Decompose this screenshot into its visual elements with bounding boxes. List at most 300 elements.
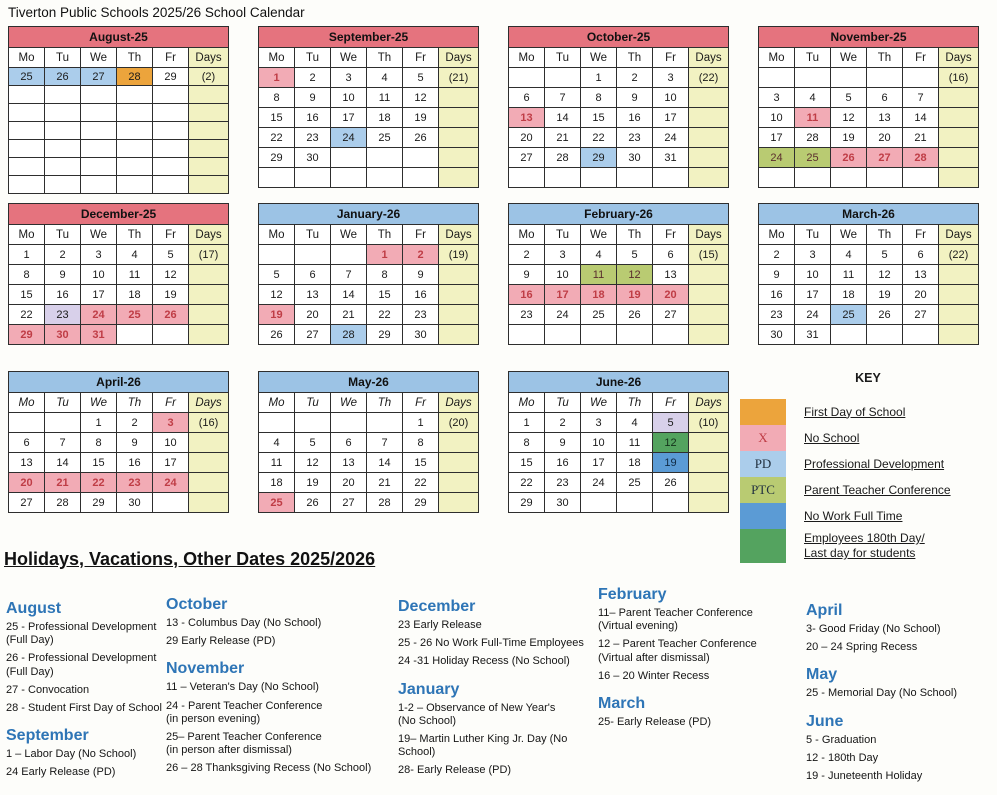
month-calendar-december-25 <box>8 203 229 345</box>
day-cell: 11 <box>617 433 653 453</box>
day-cell <box>759 68 795 88</box>
day-cell: 26 <box>295 493 331 513</box>
holiday-item: 28 - Student First Day of School <box>6 701 162 714</box>
days-count-cell: (21) <box>439 68 479 88</box>
holiday-month-heading: June <box>806 712 844 730</box>
day-cell <box>617 325 653 345</box>
day-cell <box>795 168 831 188</box>
day-cell: 24 <box>653 128 689 148</box>
holiday-column <box>166 596 394 788</box>
day-cell <box>9 86 45 104</box>
day-cell: 9 <box>617 88 653 108</box>
day-cell: 21 <box>903 128 939 148</box>
month-header: November-25 <box>759 27 979 48</box>
key-entry <box>740 529 996 563</box>
day-cell: 30 <box>759 325 795 345</box>
days-count-cell: (16) <box>189 413 229 433</box>
weekday-header: Mo <box>259 393 295 413</box>
holiday-section-november <box>166 660 394 775</box>
day-cell: 29 <box>153 68 189 86</box>
weekday-header: Mo <box>509 393 545 413</box>
days-column-cell <box>689 473 729 493</box>
days-column-cell <box>939 128 979 148</box>
month-table <box>258 26 479 188</box>
month-table <box>508 26 729 188</box>
holiday-section-february <box>598 586 798 683</box>
weekday-header: Mo <box>509 225 545 245</box>
days-column-cell <box>439 493 479 513</box>
day-cell: 9 <box>117 433 153 453</box>
day-cell: 16 <box>117 453 153 473</box>
day-cell: 12 <box>617 265 653 285</box>
day-cell: 25 <box>367 128 403 148</box>
holiday-month-heading: October <box>166 596 228 613</box>
days-column-cell <box>189 86 229 104</box>
days-column-header: Days <box>189 393 229 413</box>
weekday-header: Mo <box>9 393 45 413</box>
day-cell <box>117 122 153 140</box>
holiday-section-march <box>598 695 798 729</box>
day-cell: 19 <box>867 285 903 305</box>
holiday-item: 3- Good Friday (No School) <box>806 623 941 635</box>
days-count-cell: (15) <box>689 245 729 265</box>
holiday-column <box>806 602 994 795</box>
days-column-cell <box>689 108 729 128</box>
days-column-header: Days <box>189 48 229 68</box>
holiday-month-heading: May <box>806 666 838 684</box>
weekday-header: Fr <box>403 393 439 413</box>
day-cell: 6 <box>331 433 367 453</box>
weekday-header: Fr <box>653 225 689 245</box>
day-cell: 19 <box>295 473 331 493</box>
day-cell: 4 <box>581 245 617 265</box>
key-entry <box>740 451 996 477</box>
day-cell: 13 <box>653 265 689 285</box>
day-cell: 6 <box>867 88 903 108</box>
days-column-header: Days <box>939 225 979 245</box>
day-cell: 20 <box>867 128 903 148</box>
day-cell: 19 <box>259 305 295 325</box>
day-cell: 16 <box>759 285 795 305</box>
day-cell <box>45 122 81 140</box>
days-column-cell <box>939 305 979 325</box>
day-cell: 17 <box>545 285 581 305</box>
weekday-header: Th <box>617 393 653 413</box>
weekday-header: Tu <box>545 48 581 68</box>
days-column-cell <box>189 433 229 453</box>
days-column-header: Days <box>439 48 479 68</box>
day-cell <box>867 68 903 88</box>
day-cell: 13 <box>9 453 45 473</box>
weekday-header: Fr <box>653 48 689 68</box>
day-cell: 22 <box>367 305 403 325</box>
day-cell: 21 <box>45 473 81 493</box>
days-column-cell <box>439 108 479 128</box>
day-cell: 28 <box>795 128 831 148</box>
day-cell <box>153 493 189 513</box>
day-cell: 26 <box>259 325 295 345</box>
holiday-item: 26 - Professional Development (Full Day) <box>6 652 157 678</box>
day-cell: 26 <box>867 305 903 325</box>
weekday-header: Th <box>367 48 403 68</box>
day-cell: 29 <box>259 148 295 168</box>
days-column-header: Days <box>689 225 729 245</box>
day-cell: 18 <box>117 285 153 305</box>
weekday-header: Tu <box>45 393 81 413</box>
day-cell: 25 <box>581 305 617 325</box>
day-cell <box>117 176 153 194</box>
day-cell: 27 <box>81 68 117 86</box>
day-cell: 21 <box>545 128 581 148</box>
day-cell <box>45 413 81 433</box>
day-cell: 6 <box>653 245 689 265</box>
day-cell: 30 <box>45 325 81 345</box>
day-cell <box>117 325 153 345</box>
holiday-item: 20 – 24 Spring Recess <box>806 641 918 654</box>
day-cell: 22 <box>581 128 617 148</box>
day-cell: 22 <box>259 128 295 148</box>
day-cell: 16 <box>545 453 581 473</box>
day-cell: 17 <box>81 285 117 305</box>
holiday-item: 25– Parent Teacher Conference (in person after dismissal) <box>166 730 322 757</box>
day-cell: 14 <box>545 108 581 128</box>
day-cell: 5 <box>653 413 689 433</box>
day-cell: 17 <box>759 128 795 148</box>
day-cell: 11 <box>795 108 831 128</box>
day-cell <box>153 122 189 140</box>
day-cell: 24 <box>581 473 617 493</box>
day-cell <box>403 168 439 188</box>
day-cell: 17 <box>331 108 367 128</box>
day-cell: 25 <box>117 305 153 325</box>
day-cell: 2 <box>759 245 795 265</box>
day-cell: 16 <box>617 108 653 128</box>
day-cell: 29 <box>367 325 403 345</box>
day-cell <box>153 140 189 158</box>
day-cell: 6 <box>9 433 45 453</box>
day-cell: 5 <box>403 68 439 88</box>
days-column-cell <box>189 104 229 122</box>
day-cell: 11 <box>367 88 403 108</box>
day-cell: 15 <box>403 453 439 473</box>
weekday-header: Tu <box>795 48 831 68</box>
day-cell: 8 <box>81 433 117 453</box>
day-cell: 2 <box>45 245 81 265</box>
day-cell: 10 <box>795 265 831 285</box>
weekday-header: Fr <box>153 393 189 413</box>
day-cell <box>153 104 189 122</box>
day-cell: 30 <box>117 493 153 513</box>
weekday-header: Tu <box>545 393 581 413</box>
day-cell <box>259 245 295 265</box>
day-cell: 9 <box>759 265 795 285</box>
day-cell: 6 <box>509 88 545 108</box>
day-cell: 14 <box>367 453 403 473</box>
day-cell: 4 <box>367 68 403 88</box>
day-cell <box>617 168 653 188</box>
day-cell: 6 <box>295 265 331 285</box>
day-cell: 31 <box>653 148 689 168</box>
key-swatch-first <box>740 399 786 425</box>
holiday-item: 28- Early Release (PD) <box>398 764 512 777</box>
day-cell: 30 <box>295 148 331 168</box>
day-cell: 5 <box>617 245 653 265</box>
holiday-item: 25 - Memorial Day (No School) <box>806 687 957 700</box>
day-cell: 1 <box>9 245 45 265</box>
day-cell: 13 <box>509 108 545 128</box>
weekday-header: Tu <box>45 48 81 68</box>
day-cell: 10 <box>153 433 189 453</box>
day-cell <box>45 140 81 158</box>
day-cell <box>509 325 545 345</box>
day-cell <box>509 168 545 188</box>
weekday-header: Tu <box>295 225 331 245</box>
holiday-item: 13 - Columbus Day (No School) <box>166 617 322 629</box>
day-cell: 25 <box>795 148 831 168</box>
day-cell <box>117 158 153 176</box>
day-cell: 9 <box>545 433 581 453</box>
day-cell <box>9 140 45 158</box>
day-cell: 4 <box>795 88 831 108</box>
days-column-cell <box>439 88 479 108</box>
day-cell: 10 <box>81 265 117 285</box>
day-cell <box>545 325 581 345</box>
day-cell <box>545 168 581 188</box>
day-cell: 20 <box>653 285 689 305</box>
holiday-section-january <box>398 681 600 778</box>
day-cell: 28 <box>331 325 367 345</box>
day-cell: 20 <box>295 305 331 325</box>
weekday-header: We <box>81 225 117 245</box>
weekday-header: We <box>331 225 367 245</box>
weekday-header: Th <box>367 393 403 413</box>
day-cell <box>581 493 617 513</box>
days-column-cell <box>939 148 979 168</box>
holiday-item: 19 - Juneteenth Holiday <box>806 769 923 782</box>
day-cell: 23 <box>509 305 545 325</box>
weekday-header: We <box>81 48 117 68</box>
day-cell: 2 <box>509 245 545 265</box>
days-column-cell <box>439 285 479 305</box>
day-cell: 13 <box>295 285 331 305</box>
days-column-header: Days <box>189 225 229 245</box>
weekday-header: We <box>831 48 867 68</box>
month-calendar-january-26 <box>258 203 479 345</box>
weekday-header: Th <box>867 48 903 68</box>
month-header: September-25 <box>259 27 479 48</box>
days-column-cell <box>939 108 979 128</box>
days-count-cell: (10) <box>689 413 729 433</box>
day-cell: 10 <box>653 88 689 108</box>
day-cell: 27 <box>9 493 45 513</box>
day-cell: 25 <box>9 68 45 86</box>
day-cell: 30 <box>617 148 653 168</box>
key-swatch-g180 <box>740 529 786 563</box>
day-cell <box>653 325 689 345</box>
weekday-header: Th <box>117 393 153 413</box>
day-cell: 31 <box>795 325 831 345</box>
month-header: April-26 <box>9 372 229 393</box>
holiday-item: 12 – Parent Teacher Conference (Virtual after dismissal) <box>598 638 757 664</box>
holiday-month-heading: January <box>398 680 460 698</box>
weekday-header: We <box>581 48 617 68</box>
holiday-section-august <box>6 600 164 715</box>
day-cell: 12 <box>867 265 903 285</box>
weekday-header: We <box>831 225 867 245</box>
day-cell <box>831 168 867 188</box>
holiday-section-december <box>398 598 600 669</box>
day-cell: 15 <box>9 285 45 305</box>
day-cell <box>331 245 367 265</box>
day-cell: 29 <box>9 325 45 345</box>
day-cell <box>45 158 81 176</box>
day-cell: 20 <box>331 473 367 493</box>
day-cell: 17 <box>581 453 617 473</box>
day-cell <box>795 68 831 88</box>
day-cell: 8 <box>259 88 295 108</box>
day-cell <box>45 104 81 122</box>
day-cell: 24 <box>795 305 831 325</box>
day-cell: 24 <box>81 305 117 325</box>
day-cell <box>867 168 903 188</box>
days-column-cell <box>939 265 979 285</box>
day-cell: 20 <box>509 128 545 148</box>
day-cell: 12 <box>259 285 295 305</box>
holiday-section-may <box>806 666 994 700</box>
month-table <box>758 203 979 345</box>
day-cell: 10 <box>759 108 795 128</box>
day-cell: 22 <box>9 305 45 325</box>
day-cell: 24 <box>153 473 189 493</box>
weekday-header: Tu <box>295 393 331 413</box>
day-cell: 29 <box>509 493 545 513</box>
day-cell: 3 <box>795 245 831 265</box>
days-column-header: Days <box>939 48 979 68</box>
day-cell: 7 <box>331 265 367 285</box>
day-cell: 11 <box>581 265 617 285</box>
day-cell: 28 <box>545 148 581 168</box>
month-calendar-october-25 <box>508 26 729 188</box>
holiday-item: 24 - Parent Teacher Conference (in person evening) <box>166 699 323 725</box>
day-cell: 3 <box>545 245 581 265</box>
holiday-item: 23 Early Release <box>398 619 482 631</box>
month-table <box>8 26 229 194</box>
day-cell: 29 <box>581 148 617 168</box>
day-cell: 12 <box>295 453 331 473</box>
day-cell: 15 <box>367 285 403 305</box>
holiday-month-heading: August <box>6 600 62 617</box>
month-header: August-25 <box>9 27 229 48</box>
days-count-cell: (22) <box>939 245 979 265</box>
day-cell: 27 <box>295 325 331 345</box>
holiday-section-october <box>166 596 394 648</box>
day-cell <box>45 86 81 104</box>
days-column-cell <box>189 265 229 285</box>
day-cell: 25 <box>831 305 867 325</box>
days-column-cell <box>189 473 229 493</box>
day-cell <box>617 493 653 513</box>
days-count-cell: (16) <box>939 68 979 88</box>
weekday-header: Th <box>117 48 153 68</box>
day-cell: 3 <box>81 245 117 265</box>
day-cell: 7 <box>545 88 581 108</box>
day-cell <box>509 68 545 88</box>
day-cell: 23 <box>45 305 81 325</box>
days-column-header: Days <box>689 48 729 68</box>
holiday-item: 5 - Graduation <box>806 733 877 746</box>
holiday-month-heading: November <box>166 660 245 678</box>
days-column-cell <box>939 88 979 108</box>
key-swatch-pd: PD <box>740 451 786 477</box>
weekday-header: Tu <box>295 48 331 68</box>
holiday-month-heading: February <box>598 586 667 603</box>
holiday-item: 19– Martin Luther King Jr. Day (No School) <box>398 732 568 759</box>
day-cell: 22 <box>509 473 545 493</box>
key-entry <box>740 425 996 451</box>
days-count-cell: (2) <box>189 68 229 86</box>
month-table <box>258 371 479 513</box>
day-cell: 1 <box>81 413 117 433</box>
day-cell: 15 <box>81 453 117 473</box>
weekday-header: Th <box>617 225 653 245</box>
weekday-header: Mo <box>259 225 295 245</box>
day-cell: 30 <box>403 325 439 345</box>
month-calendar-september-25 <box>258 26 479 188</box>
holiday-column <box>398 598 600 790</box>
day-cell: 4 <box>259 433 295 453</box>
month-header: December-25 <box>9 204 229 225</box>
day-cell: 1 <box>581 68 617 88</box>
day-cell: 27 <box>331 493 367 513</box>
days-column-cell <box>189 453 229 473</box>
day-cell <box>9 176 45 194</box>
holiday-item: 16 – 20 Winter Recess <box>598 669 710 682</box>
day-cell <box>117 104 153 122</box>
day-cell: 7 <box>45 433 81 453</box>
days-column-cell <box>689 305 729 325</box>
key-entry <box>740 399 996 425</box>
day-cell: 26 <box>653 473 689 493</box>
day-cell <box>653 168 689 188</box>
day-cell <box>403 148 439 168</box>
days-column-header: Days <box>439 393 479 413</box>
day-cell <box>331 168 367 188</box>
day-cell: 1 <box>403 413 439 433</box>
day-cell: 9 <box>403 265 439 285</box>
days-column-cell <box>439 433 479 453</box>
day-cell: 27 <box>509 148 545 168</box>
day-cell: 27 <box>867 148 903 168</box>
days-column-cell <box>689 453 729 473</box>
holidays-title: Holidays, Vacations, Other Dates 2025/2026 <box>4 549 376 569</box>
holiday-month-heading: April <box>806 602 843 619</box>
day-cell: 25 <box>259 493 295 513</box>
days-column-cell <box>439 305 479 325</box>
day-cell: 4 <box>117 245 153 265</box>
month-header: February-26 <box>509 204 729 225</box>
days-column-cell <box>689 433 729 453</box>
day-cell: 25 <box>617 473 653 493</box>
day-cell: 19 <box>831 128 867 148</box>
month-header: January-26 <box>259 204 479 225</box>
holiday-item: 27 - Convocation <box>6 683 90 696</box>
holiday-item: 25 - Professional Development (Full Day) <box>6 621 157 647</box>
days-column-cell <box>689 88 729 108</box>
month-table <box>8 371 229 513</box>
day-cell: 23 <box>117 473 153 493</box>
day-cell: 2 <box>117 413 153 433</box>
day-cell <box>295 413 331 433</box>
